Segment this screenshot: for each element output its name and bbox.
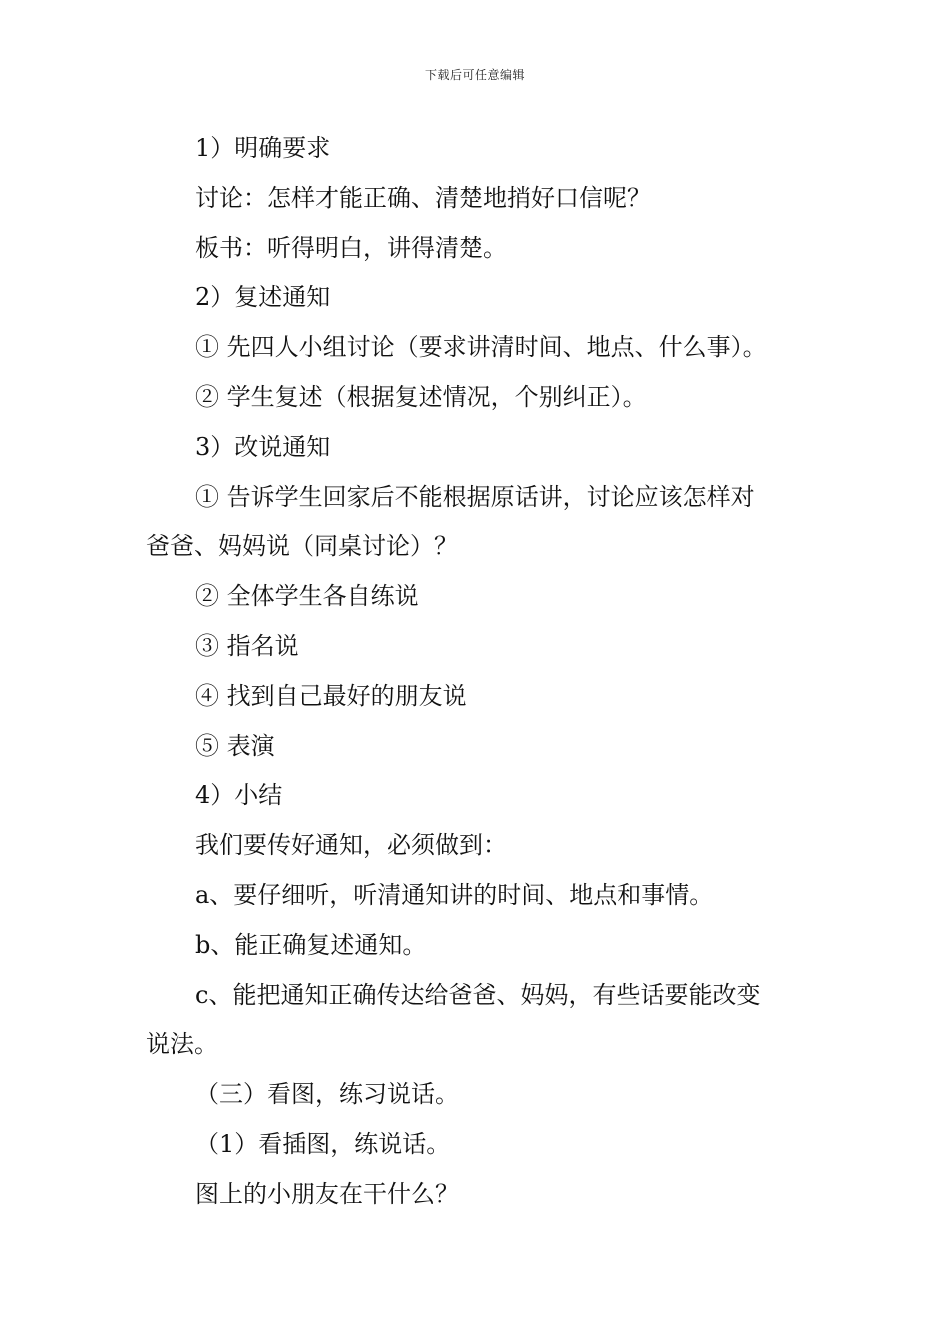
step-group-discussion: ① 先四人小组讨论（要求讲清时间、地点、什么事）。 bbox=[195, 333, 767, 362]
step-practice-all: ② 全体学生各自练说 bbox=[195, 582, 419, 611]
blackboard-note: 板书：听得明白，讲得清楚。 bbox=[195, 233, 507, 262]
heading-retell-notice: 2）复述通知 bbox=[195, 283, 331, 312]
document-body bbox=[146, 124, 816, 1220]
summary-item-c-line1: c、能把通知正确传达给爸爸、妈妈，有些话要能改变 bbox=[195, 980, 761, 1009]
picture-question: 图上的小朋友在干什么？ bbox=[195, 1179, 459, 1208]
step-tell-friend: ④ 找到自己最好的朋友说 bbox=[195, 681, 467, 710]
step-named-speak: ③ 指名说 bbox=[195, 631, 299, 660]
heading-summary: 4）小结 bbox=[195, 781, 283, 810]
paragraph-tell-parents-line1: ① 告诉学生回家后不能根据原话讲，讨论应该怎样对 bbox=[195, 482, 755, 511]
heading-clarify-requirements: 1）明确要求 bbox=[195, 134, 331, 162]
section-three-heading: （三）看图，练习说话。 bbox=[195, 1080, 459, 1109]
summary-item-a: a、要仔细听，听清通知讲的时间、地点和事情。 bbox=[195, 880, 714, 909]
paragraph-tell-parents bbox=[146, 473, 816, 573]
summary-item-c-line2: 说法。 bbox=[146, 1030, 218, 1059]
summary-intro: 我们要传好通知，必须做到： bbox=[195, 831, 507, 860]
summary-item-c bbox=[146, 971, 816, 1071]
page-header: 下载后可任意编辑 bbox=[424, 68, 525, 82]
step-perform: ⑤ 表演 bbox=[195, 731, 275, 760]
step-student-retell: ② 学生复述（根据复述情况，个别纠正）。 bbox=[195, 382, 647, 411]
paragraph-tell-parents-line2: 爸爸、妈妈说（同桌讨论）？ bbox=[146, 532, 458, 561]
subsection-one-heading: （1）看插图，练说话。 bbox=[195, 1129, 451, 1158]
discussion-question: 讨论：怎样才能正确、清楚地捎好口信呢？ bbox=[195, 183, 651, 212]
summary-item-b: b、能正确复述通知。 bbox=[195, 930, 427, 959]
heading-rephrase-notice: 3）改说通知 bbox=[195, 432, 331, 461]
